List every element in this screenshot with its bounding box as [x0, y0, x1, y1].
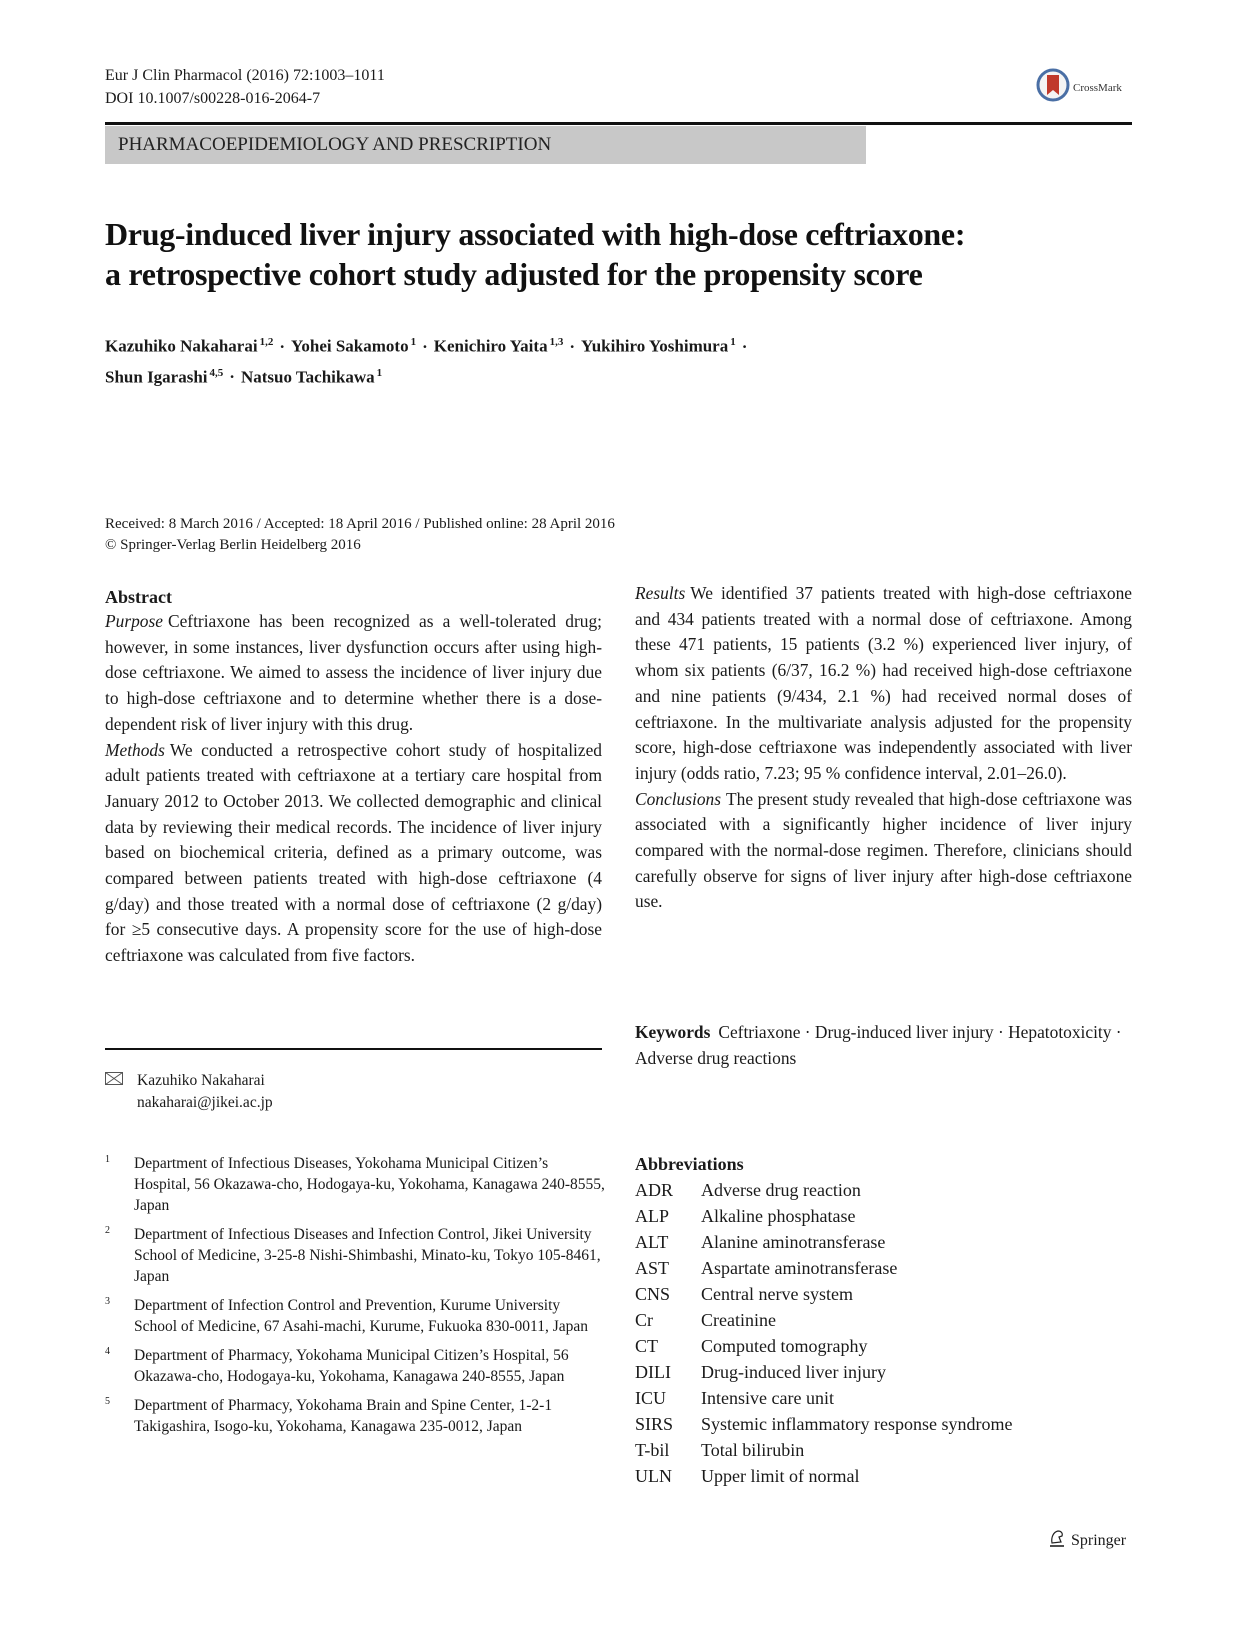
article-title [105, 214, 1135, 294]
author-affil-ref: 4,5 [209, 366, 224, 379]
abbreviation-key: T-bil [635, 1440, 670, 1460]
abstract-left-column [105, 585, 602, 969]
affiliation-number: 4 [105, 1346, 110, 1357]
abbreviation-value: Upper limit of normal [701, 1466, 860, 1486]
author-affil-ref: 1 [376, 366, 383, 379]
author-separator: · [422, 336, 428, 356]
methods-text: We conducted a retrospective cohort study of hospitalized adult patients treated with ceftriaxone at a tertiary care hospital from January 2012 to October 2013. We collected demographic and clinical data by reviewing their medical records. The incidence of liver injury based on biochemical criteria, defined as a primary outcome, was compared between patients treated with high-dose ceftriaxone (4 g/day) and those treated with a normal dose of ceftriaxone (2 g/day) for ≥5 consecutive days. A propensity score for the use of high-dose ceftriaxone was calculated from five factors. [105, 739, 602, 966]
abbreviation-value: Adverse drug reaction [701, 1180, 861, 1200]
abbreviation-row [635, 1229, 1135, 1255]
conclusions-label: Conclusions [635, 788, 721, 809]
author-name[interactable]: Shun Igarashi [105, 367, 208, 387]
affiliation-text: Department of Pharmacy, Yokohama Municipal Citizen’s Hospital, 56 Okazawa-cho, Hodogaya-ku, Yokohama, Kanagawa 240-8555, Japan [134, 1347, 569, 1385]
conclusions-text: The present study revealed that high-dose ceftriaxone was associated with a significantly higher incidence of liver injury compared with the normal-dose regimen. Therefore, clinicians should carefully observe for signs of liver injury after high-dose ceftriaxone use. [635, 788, 1132, 912]
abbreviation-value: Systemic inflammatory response syndrome [701, 1414, 1013, 1434]
crossmark-label: CrossMark [1073, 81, 1122, 94]
methods-label: Methods [105, 739, 165, 760]
affiliation-number: 3 [105, 1296, 110, 1307]
affiliation-item [105, 1153, 605, 1216]
author-name[interactable]: Yohei Sakamoto [290, 336, 409, 356]
crossmark-icon [1036, 68, 1070, 107]
author-separator: · [229, 367, 235, 387]
publisher-name: Springer [1071, 1531, 1127, 1549]
results-label: Results [635, 583, 686, 603]
corresponding-email[interactable]: nakaharai@jikei.ac.jp [137, 1094, 273, 1111]
abstract-results [635, 581, 1132, 787]
abbreviations-list [635, 1151, 1135, 1489]
affiliation-item [105, 1345, 605, 1387]
abbreviation-key: SIRS [635, 1414, 674, 1434]
author-separator: · [279, 336, 285, 356]
crossmark-badge[interactable] [1036, 68, 1122, 107]
keywords-text: Ceftriaxone · Drug-induced liver injury · Hepatotoxicity · Adverse drug reactions [635, 1022, 1122, 1068]
author-affil-ref: 1,2 [259, 336, 274, 348]
author-name[interactable]: Natsuo Tachikawa [240, 367, 375, 387]
author-separator: · [741, 336, 748, 356]
abbreviation-row [635, 1307, 1135, 1333]
abbreviation-row [635, 1463, 1135, 1489]
purpose-label: Purpose [105, 611, 163, 631]
abbreviation-row [635, 1255, 1135, 1281]
corresponding-author [105, 1070, 273, 1114]
abstract-heading: Abstract [105, 587, 172, 607]
affiliation-item [105, 1295, 605, 1337]
purpose-text: Ceftriaxone has been recognized as a well-tolerated drug; however, in some instances, liver dysfunction occurs after using high-dose ceftriaxone. We aimed to assess the incidence of liver injury due to high-dose ceftriaxone and to determine whether there is a dose-dependent risk of liver injury with this drug. [105, 611, 602, 734]
abbreviation-value: Alkaline phosphatase [701, 1206, 856, 1226]
abbreviation-value: Intensive care unit [701, 1388, 834, 1408]
abbreviation-key: DILI [635, 1362, 671, 1382]
title-line-2: a retrospective cohort study adjusted for the propensity score [105, 256, 923, 292]
abbreviation-value: Total bilirubin [701, 1440, 805, 1460]
abbreviation-row [635, 1203, 1135, 1229]
affiliation-text: Department of Infection Control and Prevention, Kurume University School of Medicine, 67 Asahi-machi, Kurume, Fukuoka 830-0011, Japan [134, 1297, 589, 1335]
abbreviation-row [635, 1333, 1135, 1359]
abbreviation-row [635, 1385, 1135, 1411]
abbreviation-value: Aspartate aminotransferase [701, 1258, 898, 1278]
abbreviation-row [635, 1437, 1135, 1463]
affiliation-item [105, 1224, 605, 1287]
keywords [635, 1019, 1135, 1071]
footnote-rule [105, 1048, 602, 1050]
abbreviation-key: CT [635, 1336, 659, 1356]
affiliation-number: 1 [105, 1154, 110, 1165]
abbreviation-row [635, 1281, 1135, 1307]
author-name[interactable]: Kenichiro Yaita [433, 336, 548, 356]
abbreviation-value: Drug-induced liver injury [701, 1362, 886, 1382]
author-separator: · [569, 336, 575, 356]
abbreviations-heading: Abbreviations [635, 1154, 744, 1174]
results-text: We identified 37 patients treated with high-dose ceftriaxone and 434 patients treated with a normal dose of ceftriaxone. Among these 471 patients, 15 patients (3.2 %) experienced liver injury, of whom six patients (6/37, 16.2 %) had received high-dose ceftriaxone and nine patients (9/434, 2.1 %) had received normal doses of ceftriaxone. In the multivariate analysis adjusted for the propensity score, high-dose ceftriaxone was independently associated with liver injury (odds ratio, 7.23; 95 % confidence interval, 2.01–26.0). [635, 583, 1132, 783]
abstract-right-column [635, 581, 1132, 915]
affiliation-text: Department of Pharmacy, Yokohama Brain and Spine Center, 1-2-1 Takigashira, Isogo-ku, Yokohama, Kanagawa 235-0012, Japan [134, 1397, 553, 1435]
abbreviation-key: ULN [635, 1466, 672, 1486]
affiliation-text: Department of Infectious Diseases, Yokohama Municipal Citizen’s Hospital, 56 Okazawa-cho, Hodogaya-ku, Yokohama, Kanagawa 240-8555, Japan [134, 1155, 605, 1214]
author-name[interactable]: Yukihiro Yoshimura [581, 336, 729, 356]
envelope-icon [105, 1070, 123, 1114]
abbreviation-key: ALT [635, 1232, 669, 1252]
abbreviation-value: Central nerve system [701, 1284, 853, 1304]
abstract-conclusions [635, 787, 1132, 916]
abbreviation-row [635, 1177, 1135, 1203]
publisher-logo [1048, 1528, 1126, 1553]
header-rule [105, 122, 1132, 125]
author-affil-ref: 1,3 [549, 336, 564, 348]
copyright-line: © Springer-Verlag Berlin Heidelberg 2016 [105, 537, 361, 553]
publication-dates [105, 514, 615, 556]
abbreviation-key: ICU [635, 1388, 666, 1408]
abbreviation-key: Cr [635, 1310, 653, 1330]
doi-link[interactable]: DOI 10.1007/s00228-016-2064-7 [105, 90, 321, 107]
abbreviation-value: Creatinine [701, 1310, 776, 1330]
journal-meta [105, 64, 385, 110]
section-banner: PHARMACOEPIDEMIOLOGY AND PRESCRIPTION [105, 126, 866, 164]
author-affil-ref: 1 [730, 336, 736, 348]
author-affil-ref: 1 [410, 336, 417, 348]
title-line-1: Drug-induced liver injury associated with high-dose ceftriaxone: [105, 216, 966, 252]
abbreviation-key: ADR [635, 1180, 674, 1200]
affiliations-list [105, 1153, 605, 1445]
affiliation-number: 5 [105, 1396, 110, 1407]
dates-line: Received: 8 March 2016 / Accepted: 18 April 2016 / Published online: 28 April 2016 [105, 516, 615, 532]
affiliation-item [105, 1395, 605, 1437]
corresponding-name: Kazuhiko Nakaharai [137, 1072, 265, 1089]
affiliation-number: 2 [105, 1225, 110, 1236]
abbreviation-value: Alanine aminotransferase [701, 1232, 886, 1252]
abstract-purpose [105, 609, 602, 738]
abbreviation-value: Computed tomography [701, 1336, 868, 1356]
journal-citation: Eur J Clin Pharmacol (2016) 72:1003–1011 [105, 67, 385, 84]
abbreviation-row [635, 1359, 1135, 1385]
abstract-methods [105, 738, 602, 969]
abbreviation-row [635, 1411, 1135, 1437]
springer-horse-icon [1048, 1528, 1066, 1553]
author-list [105, 329, 1125, 390]
abbreviation-key: ALP [635, 1206, 670, 1226]
abbreviation-key: AST [635, 1258, 670, 1278]
affiliation-text: Department of Infectious Diseases and Infection Control, Jikei University School of Medicine, 3-25-8 Nishi-Shimbashi, Minato-ku, Tokyo 105-8461, Japan [134, 1226, 601, 1285]
keywords-label: Keywords [635, 1022, 711, 1042]
abbreviation-key: CNS [635, 1284, 671, 1304]
author-name[interactable]: Kazuhiko Nakaharai [105, 336, 258, 356]
